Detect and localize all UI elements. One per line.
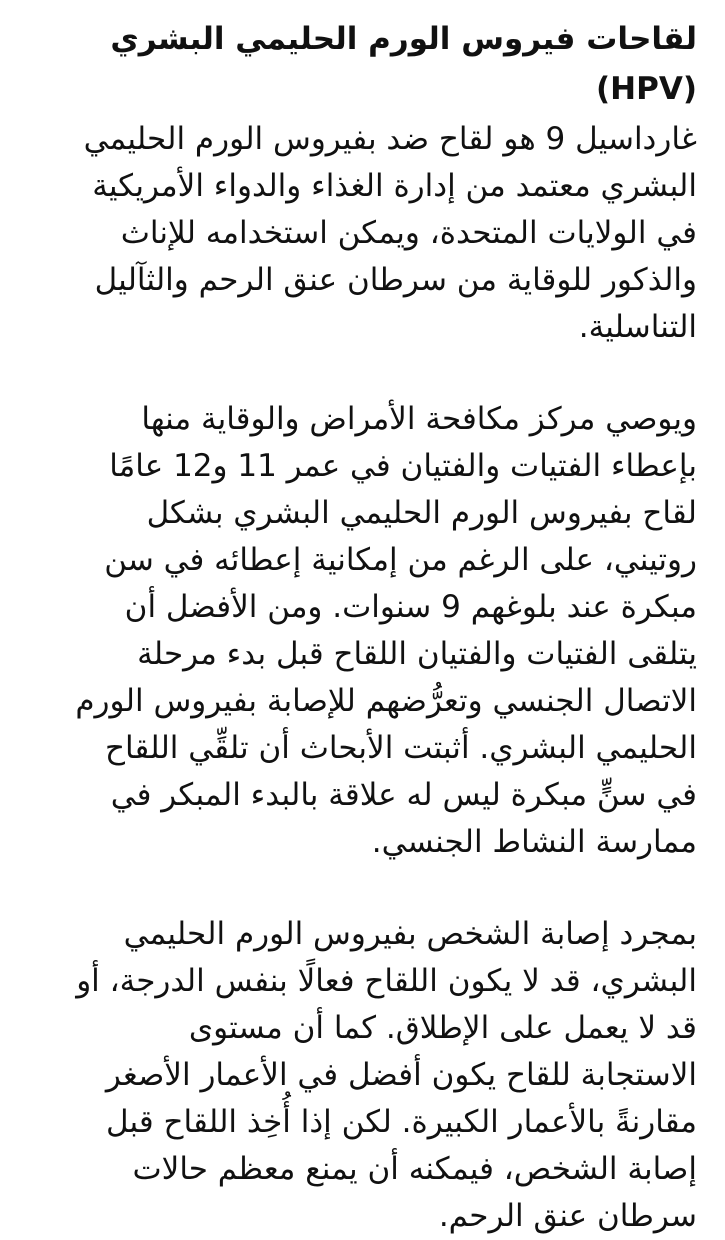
paragraph-line: بإعطاء الفتيات والفتيان في عمر 11 و12 عامًا [109,448,697,484]
paragraph-line: غارداسيل 9 هو لقاح ضد بفيروس الورم الحليمي [83,121,697,157]
article-paragraph-cdc-recommendation [42,396,697,866]
paragraph-line: في سنٍّ مبكرة ليس له علاقة بالبدء المبكر في [110,777,697,813]
paragraph-line: يتلقى الفتيات والفتيان اللقاح قبل بدء مرحلة [137,636,697,672]
paragraph-line: ممارسة النشاط الجنسي. [371,824,697,860]
paragraph-line: قد لا يعمل على الإطلاق. كما أن مستوى [188,1010,697,1046]
paragraph-line: التناسلية. [578,309,697,345]
paragraph-line: مبكرة عند بلوغهم 9 سنوات. ومن الأفضل أن [124,589,697,625]
paragraph-line: الاستجابة للقاح يكون أفضل في الأعمار الأصغر [105,1057,697,1093]
paragraph-line: لقاح بفيروس الورم الحليمي البشري بشكل [146,495,697,531]
article-content [42,14,697,1240]
paragraph-line: مقارنةً بالأعمار الكبيرة. لكن إذا أُخِذ اللقاح قبل [106,1104,697,1140]
paragraph-line: إصابة الشخص، فيمكنه أن يمنع معظم حالات [132,1151,697,1187]
paragraph-line: الاتصال الجنسي وتعرُّضهم للإصابة بفيروس الورم [75,683,697,719]
article-paragraph-infection-effectiveness [42,911,697,1240]
paragraph-line: البشري معتمد من إدارة الغذاء والدواء الأمريكية [92,168,697,204]
paragraph-line: سرطان عنق الرحم. [438,1198,697,1234]
paragraph-line: ويوصي مركز مكافحة الأمراض والوقاية منها [141,401,697,437]
paragraph-line: الحليمي البشري. أثبتت الأبحاث أن تلقِّي اللقاح [104,730,697,766]
paragraph-line: في الولايات المتحدة، ويمكن استخدامه للإناث [120,215,697,251]
article-title: لقاحات فيروس الورم الحليمي البشري (HPV) [110,21,697,107]
article-paragraph-gardasil [42,116,697,351]
paragraph-line: البشري، قد لا يكون اللقاح فعالًا بنفس الدرجة، أو [76,963,697,999]
paragraph-line: روتيني، على الرغم من إمكانية إعطائه في سن [104,542,697,578]
paragraph-line: والذكور للوقاية من سرطان عنق الرحم والثآليل [94,262,697,298]
paragraph-line: بمجرد إصابة الشخص بفيروس الورم الحليمي [123,916,697,952]
